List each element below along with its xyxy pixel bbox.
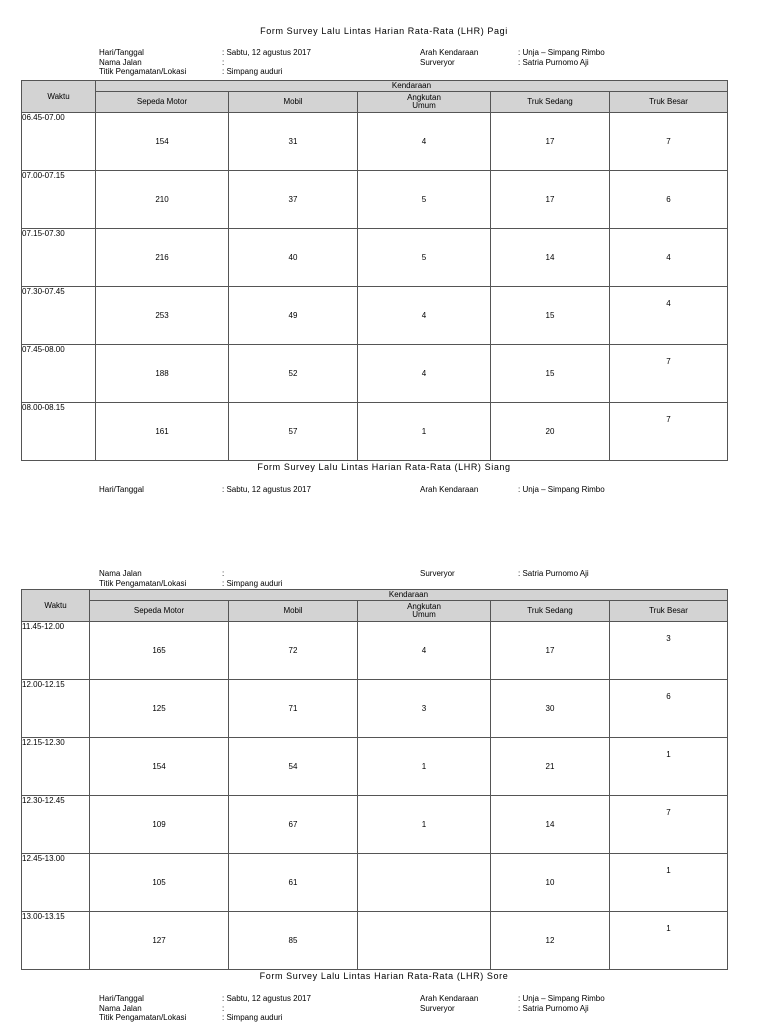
table-row (22, 403, 728, 461)
waktu-cell: 11.45-12.00 (22, 622, 90, 680)
sore-info-labels (99, 994, 186, 1023)
pagi-info-labels (99, 48, 186, 77)
titik-value: : Simpang auduri (222, 578, 283, 588)
sepeda-motor-cell: 253 (96, 287, 229, 345)
waktu-header: Waktu (22, 590, 90, 622)
table-row (22, 796, 728, 854)
table-row (22, 229, 728, 287)
mobil-cell: 61 (229, 854, 358, 912)
table-row (22, 854, 728, 912)
mobil-cell: 52 (229, 345, 358, 403)
truk-besar-cell: 7 (610, 345, 728, 403)
surveyor-label: Surveryor (420, 1003, 455, 1013)
truk-sedang-cell: 15 (491, 287, 610, 345)
surveyor-label: Surveryor (420, 57, 455, 67)
truk-besar-cell: 1 (610, 854, 728, 912)
waktu-cell: 12.30-12.45 (22, 796, 90, 854)
truk-besar-cell: 6 (610, 680, 728, 738)
hari-label: Hari/Tanggal (99, 994, 144, 1003)
angkutan-umum-header: Angkutan Umum (358, 601, 491, 622)
sepeda-motor-header: Sepeda Motor (96, 92, 229, 113)
kendaraan-header: Kendaraan (90, 590, 728, 601)
jalan-value: : (222, 569, 225, 578)
sepeda-motor-cell: 154 (96, 113, 229, 171)
waktu-cell: 07.15-07.30 (22, 229, 96, 287)
jalan-label: Nama Jalan (99, 569, 142, 578)
siang-surveyor-label: Surveryor (420, 569, 455, 578)
table-row (22, 171, 728, 229)
angkutan-umum-cell: 4 (358, 345, 491, 403)
siang-arah-value: : Unja – Simpang Rimbo (518, 485, 605, 494)
table-row (22, 738, 728, 796)
waktu-header: Waktu (22, 81, 96, 113)
waktu-cell: 12.00-12.15 (22, 680, 90, 738)
truk-sedang-cell: 17 (491, 171, 610, 229)
sepeda-motor-cell: 188 (96, 345, 229, 403)
mobil-cell: 37 (229, 171, 358, 229)
angkutan-umum-cell: 1 (358, 738, 491, 796)
truk-besar-cell: 3 (610, 622, 728, 680)
waktu-cell: 06.45-07.00 (22, 113, 96, 171)
pagi-info-labels-right (420, 48, 478, 67)
waktu-cell: 07.00-07.15 (22, 171, 96, 229)
hari-label: Hari/Tanggal (99, 48, 144, 57)
sepeda-motor-cell: 165 (90, 622, 229, 680)
table-row (22, 912, 728, 970)
jalan-value: : (222, 1003, 225, 1013)
siang-arah-label: Arah Kendaraan (420, 485, 479, 494)
angkutan-umum-cell: 5 (358, 229, 491, 287)
angkutan-umum-cell: 4 (358, 113, 491, 171)
sepeda-motor-cell: 216 (96, 229, 229, 287)
angkutan-umum-cell: 1 (358, 403, 491, 461)
pagi-title: Form Survey Lalu Lintas Harian Rata-Rata (LHR) Pagi (260, 26, 508, 36)
kendaraan-header: Kendaraan (96, 81, 728, 92)
truk-sedang-cell: 21 (491, 738, 610, 796)
sepeda-motor-header: Sepeda Motor (90, 601, 229, 622)
siang-hari-value: : Sabtu, 12 agustus 2017 (222, 485, 311, 494)
arah-label: Arah Kendaraan (420, 48, 479, 57)
truk-sedang-cell: 30 (491, 680, 610, 738)
hari-value: : Sabtu, 12 agustus 2017 (222, 48, 311, 57)
table-row (22, 113, 728, 171)
waktu-cell: 12.45-13.00 (22, 854, 90, 912)
sepeda-motor-cell: 125 (90, 680, 229, 738)
pagi-table (21, 80, 728, 461)
mobil-cell: 54 (229, 738, 358, 796)
waktu-cell: 13.00-13.15 (22, 912, 90, 970)
truk-besar-cell: 7 (610, 403, 728, 461)
waktu-cell: 08.00-08.15 (22, 403, 96, 461)
siang-title: Form Survey Lalu Lintas Harian Rata-Rata (LHR) Siang (257, 462, 511, 472)
truk-sedang-cell: 12 (491, 912, 610, 970)
mobil-header: Mobil (229, 601, 358, 622)
angkutan-umum-cell: 4 (358, 622, 491, 680)
truk-sedang-header: Truk Sedang (491, 601, 610, 622)
sore-info-labels-right (420, 994, 478, 1013)
mobil-cell: 57 (229, 403, 358, 461)
sepeda-motor-cell: 210 (96, 171, 229, 229)
jalan-label: Nama Jalan (99, 1003, 142, 1013)
sore-title: Form Survey Lalu Lintas Harian Rata-Rata (LHR) Sore (259, 971, 509, 981)
surveyor-value: : Satria Purnomo Aji (518, 1003, 589, 1013)
angkutan-umum-cell (358, 912, 491, 970)
table-row (22, 622, 728, 680)
sepeda-motor-cell: 154 (90, 738, 229, 796)
mobil-cell: 71 (229, 680, 358, 738)
mobil-header: Mobil (229, 92, 358, 113)
sepeda-motor-cell: 161 (96, 403, 229, 461)
truk-besar-cell: 4 (610, 287, 728, 345)
arah-value: : Unja – Simpang Rimbo (518, 48, 605, 57)
titik-value: : Simpang auduri (222, 67, 283, 76)
sore-info-values-right (518, 994, 605, 1013)
truk-sedang-header: Truk Sedang (491, 92, 610, 113)
angkutan-umum-cell: 1 (358, 796, 491, 854)
waktu-cell: 07.45-08.00 (22, 345, 96, 403)
mobil-cell: 49 (229, 287, 358, 345)
angkutan-umum-cell: 5 (358, 171, 491, 229)
arah-value: : Unja – Simpang Rimbo (518, 994, 605, 1003)
jalan-value: : (222, 57, 225, 67)
jalan-label: Nama Jalan (99, 57, 142, 67)
siang-info-labels (99, 569, 186, 588)
sore-info-values (222, 994, 311, 1023)
angkutan-umum-cell: 3 (358, 680, 491, 738)
titik-label: Titik Pengamatan/Lokasi (99, 67, 187, 76)
truk-besar-cell: 1 (610, 912, 728, 970)
titik-value: : Simpang auduri (222, 1013, 283, 1022)
table-row (22, 680, 728, 738)
angkutan-umum-cell (358, 854, 491, 912)
titik-label: Titik Pengamatan/Lokasi (99, 578, 187, 588)
pagi-info-values (222, 48, 311, 77)
angkutan-umum-header: Angkutan Umum (358, 92, 491, 113)
mobil-cell: 40 (229, 229, 358, 287)
mobil-cell: 85 (229, 912, 358, 970)
truk-besar-cell: 7 (610, 113, 728, 171)
truk-besar-cell: 1 (610, 738, 728, 796)
waktu-cell: 07.30-07.45 (22, 287, 96, 345)
truk-besar-header: Truk Besar (610, 92, 728, 113)
siang-hari-label: Hari/Tanggal (99, 485, 144, 494)
titik-label: Titik Pengamatan/Lokasi (99, 1013, 187, 1022)
siang-table (21, 589, 728, 970)
mobil-cell: 31 (229, 113, 358, 171)
truk-sedang-cell: 14 (491, 796, 610, 854)
truk-sedang-cell: 10 (491, 854, 610, 912)
truk-sedang-cell: 15 (491, 345, 610, 403)
sepeda-motor-cell: 127 (90, 912, 229, 970)
truk-sedang-cell: 14 (491, 229, 610, 287)
truk-sedang-cell: 17 (491, 113, 610, 171)
arah-label: Arah Kendaraan (420, 994, 479, 1003)
table-row (22, 345, 728, 403)
pagi-info-values-right (518, 48, 605, 67)
truk-sedang-cell: 17 (491, 622, 610, 680)
angkutan-umum-cell: 4 (358, 287, 491, 345)
truk-besar-cell: 6 (610, 171, 728, 229)
hari-value: : Sabtu, 12 agustus 2017 (222, 994, 311, 1003)
truk-besar-header: Truk Besar (610, 601, 728, 622)
siang-info-values (222, 569, 282, 588)
sepeda-motor-cell: 109 (90, 796, 229, 854)
siang-surveyor-value: : Satria Purnomo Aji (518, 569, 589, 578)
truk-besar-cell: 7 (610, 796, 728, 854)
mobil-cell: 72 (229, 622, 358, 680)
table-row (22, 287, 728, 345)
waktu-cell: 12.15-12.30 (22, 738, 90, 796)
mobil-cell: 67 (229, 796, 358, 854)
sepeda-motor-cell: 105 (90, 854, 229, 912)
truk-sedang-cell: 20 (491, 403, 610, 461)
surveyor-value: : Satria Purnomo Aji (518, 57, 589, 67)
truk-besar-cell: 4 (610, 229, 728, 287)
